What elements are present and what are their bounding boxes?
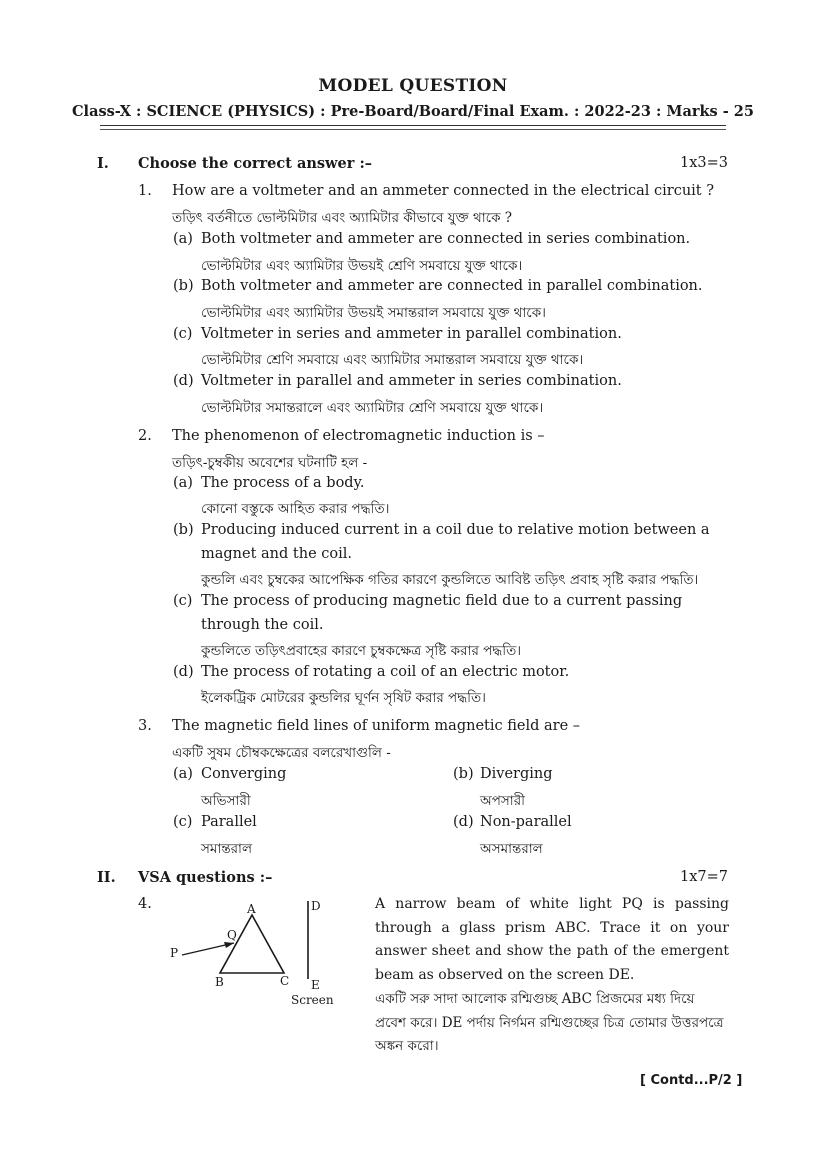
option-text: Converging xyxy=(201,766,287,782)
vertex-label-b: B xyxy=(215,975,224,989)
section-title: Choose the correct answer :– xyxy=(138,155,373,172)
option-text: Non-parallel xyxy=(480,814,572,830)
option-text-bengali: অপসারী xyxy=(480,793,525,809)
question-text: The magnetic field lines of uniform magnetic field are – xyxy=(172,718,581,734)
option-text: The process of rotating a coil of an electric motor. xyxy=(201,664,570,680)
section-marks: 1x3=3 xyxy=(680,155,729,171)
option-text: Both voltmeter and ammeter are connected in series combination. xyxy=(201,231,691,247)
question-number: 4. xyxy=(138,896,152,912)
question-number: 3. xyxy=(138,718,152,734)
option-text-bengali: ভোল্টমিটার এবং অ্যামিটার উভয়ই সমান্তরাল সমবায়ে যুক্ত থাকে। xyxy=(201,305,546,321)
option-label: (a) xyxy=(173,231,193,247)
section-title: VSA questions :– xyxy=(138,869,273,886)
screen-label-e: E xyxy=(311,978,320,992)
option-text-bengali: কুন্ডলিতে তড়িৎপ্রবাহের কারণে চুম্বকক্ষেত্র সৃষ্টি করার পদ্ধতি। xyxy=(201,643,522,659)
option-label: (d) xyxy=(173,664,194,680)
option-text-bengali: ভোল্টমিটার এবং অ্যামিটার উভয়ই শ্রেণি সমবায়ে যুক্ত থাকে। xyxy=(201,258,523,274)
option-label: (b) xyxy=(173,522,194,538)
header-divider-thin xyxy=(100,129,726,130)
question-text: A narrow beam of white light PQ is passing through a glass prism ABC. Trace it on your answer sheet and show the path of the emergent beam as observed on the screen DE. xyxy=(375,896,729,983)
option-text: Voltmeter in parallel and ammeter in series combination. xyxy=(201,373,622,389)
option-label: (c) xyxy=(173,593,193,609)
option-label: (a) xyxy=(173,766,193,782)
option-text-bengali: ভোল্টমিটার শ্রেণি সমবায়ে এবং অ্যামিটার সমান্তরাল সমবায়ে যুক্ত থাকে। xyxy=(201,352,584,368)
option-text: Voltmeter in series and ammeter in parallel combination. xyxy=(201,326,622,342)
prism-diagram xyxy=(160,893,340,1013)
option-text-bengali: সমান্তরাল xyxy=(201,841,253,857)
section-number: II. xyxy=(97,869,116,886)
header-divider xyxy=(100,125,726,126)
option-text: Parallel xyxy=(201,814,257,830)
question-number: 1. xyxy=(138,183,152,199)
vertex-label-c: C xyxy=(280,974,290,988)
option-text-bengali: অভিসারী xyxy=(201,793,251,809)
question-number: 2. xyxy=(138,428,152,444)
question-text-bengali: একটি সুষম চৌম্বকক্ষেত্রের বলরেখাগুলি - xyxy=(172,745,391,761)
option-text: Producing induced current in a coil due to relative motion between a magnet and the coil. xyxy=(201,522,710,562)
screen-caption: Screen xyxy=(291,993,334,1007)
question-text-bengali: তড়িৎ-চুম্বকীয় অবেশের ঘটনাটি হল - xyxy=(172,455,368,471)
option-text: The process of a body. xyxy=(201,475,365,491)
option-text-bengali: অসমান্তরাল xyxy=(480,841,543,857)
question-text-bengali: একটি সরু সাদা আলোক রশ্মিগুচ্ছ ABC প্রিজমের মধ্য দিয়ে প্রবেশ করে। DE পর্দায় নির্গমন রশ্মিগুচ্ছের চিত্র তোমার উত্তরপত্রে অঙ্কন করো। xyxy=(375,991,724,1054)
option-text: Diverging xyxy=(480,766,553,782)
option-text-bengali: ইলেকট্রিক মোটরের কুন্ডলির ঘূর্ণন সৃষিট করার পদ্ধতি। xyxy=(201,690,486,706)
option-text-bengali: ভোল্টমিটার সমান্তরালে এবং অ্যামিটার শ্রেণি সমবায়ে যুক্ত থাকে। xyxy=(201,400,544,416)
vertex-label-a: A xyxy=(247,902,256,916)
option-label: (c) xyxy=(173,326,193,342)
option-text-bengali: কুন্ডলি এবং চুম্বকের আপেক্ষিক গতির কারণে কুন্ডলিতে আবিষ্ট তড়িৎ প্রবাহ সৃষ্টি করার পদ্ধতি। xyxy=(201,572,699,588)
question-text: The phenomenon of electromagnetic induction is – xyxy=(172,428,545,444)
screen-label-d: D xyxy=(311,899,321,913)
option-text-bengali: কোনো বস্তুকে আহিত করার পদ্ধতি। xyxy=(201,501,390,517)
point-label-p: P xyxy=(170,946,179,960)
continued-note: [ Contd...P/2 ] xyxy=(640,1073,743,1088)
question-text: How are a voltmeter and an ammeter connected in the electrical circuit ? xyxy=(172,183,715,199)
section-marks: 1x7=7 xyxy=(680,869,729,885)
exam-subtitle: Class-X : SCIENCE (PHYSICS) : Pre-Board/Board/Final Exam. : 2022-23 : Marks - 25 xyxy=(72,103,754,120)
option-label: (b) xyxy=(453,766,474,782)
option-label: (b) xyxy=(173,278,194,294)
page-title: MODEL QUESTION xyxy=(318,76,508,96)
option-text: Both voltmeter and ammeter are connected in parallel combination. xyxy=(201,278,703,294)
option-label: (a) xyxy=(173,475,193,491)
arrow-icon xyxy=(224,942,234,948)
option-label: (d) xyxy=(173,373,194,389)
option-label: (d) xyxy=(453,814,474,830)
section-number: I. xyxy=(97,155,109,172)
option-text: The process of producing magnetic field due to a current passing through the coil. xyxy=(201,593,683,633)
point-label-q: Q xyxy=(227,928,237,942)
option-label: (c) xyxy=(173,814,193,830)
question-text-bengali: তড়িৎ বর্তনীতে ভোল্টমিটার এবং অ্যামিটার কীভাবে যুক্ত থাকে ? xyxy=(172,210,513,226)
